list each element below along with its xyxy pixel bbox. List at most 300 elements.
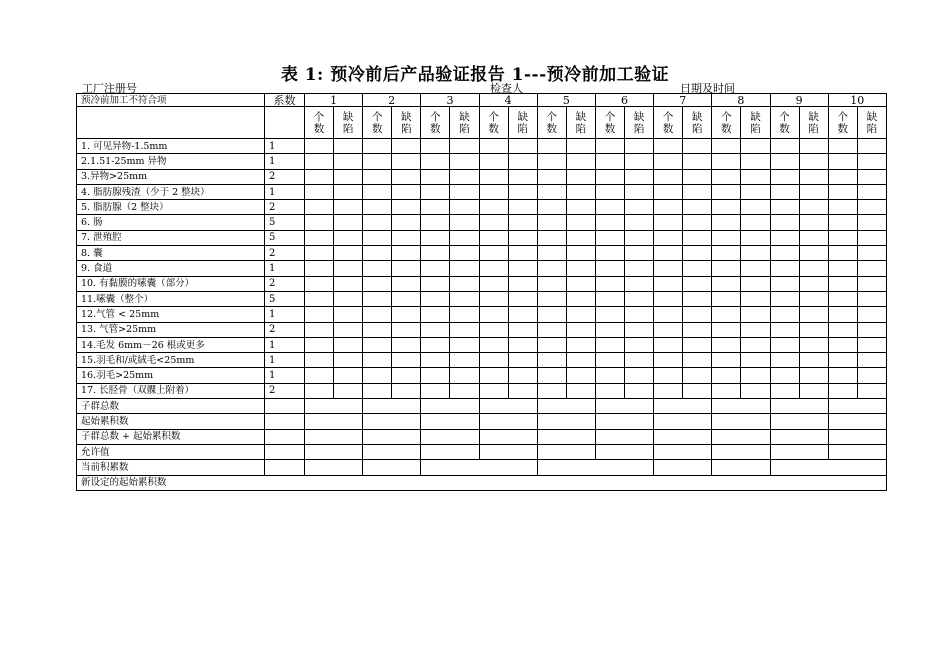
entry-cell	[508, 276, 537, 291]
entry-cell	[799, 368, 828, 383]
entry-cell	[683, 261, 712, 276]
entry-cell	[683, 169, 712, 184]
summary-cell	[828, 429, 886, 444]
coefficient-value: 1	[265, 337, 305, 352]
entry-cell	[741, 154, 770, 169]
entry-cell	[392, 322, 421, 337]
entry-cell	[625, 246, 654, 261]
entry-cell	[625, 291, 654, 306]
entry-cell	[363, 276, 392, 291]
defect-subheader	[566, 107, 595, 139]
entry-cell	[479, 307, 508, 322]
entry-cell	[392, 276, 421, 291]
entry-cell	[799, 139, 828, 154]
entry-cell	[421, 307, 450, 322]
entry-cell	[334, 291, 363, 306]
entry-cell	[363, 307, 392, 322]
defect-row	[77, 154, 887, 169]
entry-cell	[712, 139, 741, 154]
entry-cell	[857, 200, 886, 215]
entry-cell	[625, 276, 654, 291]
entry-cell	[334, 215, 363, 230]
entry-cell	[305, 337, 334, 352]
entry-cell	[799, 322, 828, 337]
entry-cell	[683, 307, 712, 322]
entry-cell	[654, 276, 683, 291]
entry-cell	[654, 154, 683, 169]
entry-cell	[595, 139, 624, 154]
entry-cell	[712, 307, 741, 322]
defect-label: 9. 食道	[77, 261, 265, 276]
entry-cell	[770, 154, 799, 169]
entry-cell	[741, 276, 770, 291]
coefficient-value: 5	[265, 230, 305, 245]
defect-label: 6. 肠	[77, 215, 265, 230]
defect-label: 17. 长胫骨（双髁上附着）	[77, 383, 265, 398]
entry-cell	[479, 322, 508, 337]
entry-cell	[654, 261, 683, 276]
entry-cell	[625, 184, 654, 199]
entry-cell	[566, 291, 595, 306]
entry-cell	[741, 337, 770, 352]
entry-cell	[625, 337, 654, 352]
count-subheader-text: 个数	[488, 110, 499, 135]
coefficient-value: 1	[265, 353, 305, 368]
summary-cell	[479, 429, 537, 444]
entry-cell	[799, 184, 828, 199]
entry-cell	[828, 169, 857, 184]
entry-cell	[392, 215, 421, 230]
defect-subheader	[508, 107, 537, 139]
entry-cell	[363, 368, 392, 383]
entry-cell	[625, 154, 654, 169]
entry-cell	[595, 353, 624, 368]
count-subheader	[479, 107, 508, 139]
summary-cell	[654, 414, 712, 429]
summary-cell	[828, 399, 886, 414]
entry-cell	[799, 154, 828, 169]
count-subheader	[654, 107, 683, 139]
summary-cell	[537, 444, 595, 459]
entry-cell	[799, 383, 828, 398]
summary-cell	[654, 460, 712, 475]
summary-cell	[479, 414, 537, 429]
entry-cell	[683, 368, 712, 383]
entry-cell	[334, 322, 363, 337]
entry-cell	[595, 230, 624, 245]
entry-cell	[508, 307, 537, 322]
entry-cell	[421, 139, 450, 154]
count-subheader	[421, 107, 450, 139]
entry-cell	[479, 368, 508, 383]
entry-cell	[421, 291, 450, 306]
entry-cell	[654, 200, 683, 215]
entry-cell	[770, 337, 799, 352]
entry-cell	[421, 353, 450, 368]
count-subheader	[828, 107, 857, 139]
summary-cell	[595, 444, 653, 459]
blank-cell	[265, 460, 305, 475]
summary-cell	[712, 414, 770, 429]
defect-row	[77, 230, 887, 245]
entry-cell	[625, 307, 654, 322]
entry-cell	[712, 337, 741, 352]
entry-cell	[828, 322, 857, 337]
entry-cell	[508, 291, 537, 306]
entry-cell	[712, 154, 741, 169]
entry-cell	[537, 200, 566, 215]
entry-cell	[450, 215, 479, 230]
entry-cell	[508, 368, 537, 383]
entry-cell	[421, 169, 450, 184]
summary-cell	[421, 460, 537, 475]
entry-cell	[857, 383, 886, 398]
defect-label: 15.羽毛和/或絨毛<25mm	[77, 353, 265, 368]
entry-cell	[857, 230, 886, 245]
entry-cell	[334, 368, 363, 383]
entry-cell	[479, 383, 508, 398]
defect-subheader-text: 缺陷	[692, 110, 703, 135]
header-row	[77, 94, 887, 107]
entry-cell	[654, 246, 683, 261]
entry-cell	[683, 230, 712, 245]
coefficient-value: 1	[265, 368, 305, 383]
defect-row	[77, 368, 887, 383]
entry-cell	[654, 383, 683, 398]
entry-cell	[595, 291, 624, 306]
summary-cell	[828, 414, 886, 429]
summary-row	[77, 414, 887, 429]
defect-label: 7. 泄殖腔	[77, 230, 265, 245]
defect-label: 1. 可见异物-1.5mm	[77, 139, 265, 154]
entry-cell	[508, 139, 537, 154]
summary-label: 新设定的起始累积数	[77, 475, 887, 490]
entry-cell	[508, 353, 537, 368]
entry-cell	[537, 307, 566, 322]
entry-cell	[683, 353, 712, 368]
summary-row	[77, 460, 887, 475]
entry-cell	[334, 200, 363, 215]
defect-row	[77, 246, 887, 261]
summary-cell	[712, 460, 770, 475]
entry-cell	[770, 184, 799, 199]
defect-subheader	[741, 107, 770, 139]
entry-cell	[305, 184, 334, 199]
entry-cell	[712, 261, 741, 276]
entry-cell	[770, 230, 799, 245]
entry-cell	[683, 154, 712, 169]
group-header: 10	[828, 94, 886, 107]
entry-cell	[741, 353, 770, 368]
entry-cell	[566, 139, 595, 154]
coefficient-value: 1	[265, 261, 305, 276]
entry-cell	[654, 215, 683, 230]
verification-table	[76, 93, 887, 491]
entry-cell	[537, 215, 566, 230]
summary-label: 子群总数	[77, 399, 265, 414]
count-subheader-text: 个数	[546, 110, 558, 135]
entry-cell	[654, 139, 683, 154]
entry-cell	[537, 230, 566, 245]
entry-cell	[479, 139, 508, 154]
entry-cell	[741, 322, 770, 337]
entry-cell	[334, 353, 363, 368]
summary-cell	[595, 399, 653, 414]
summary-label: 子群总数 + 起始累积数	[77, 429, 265, 444]
entry-cell	[566, 169, 595, 184]
entry-cell	[363, 246, 392, 261]
entry-cell	[566, 200, 595, 215]
defect-row	[77, 307, 887, 322]
entry-cell	[450, 383, 479, 398]
entry-cell	[363, 230, 392, 245]
coefficient-value: 1	[265, 154, 305, 169]
defect-row	[77, 139, 887, 154]
summary-cell	[654, 399, 712, 414]
entry-cell	[537, 322, 566, 337]
entry-cell	[595, 169, 624, 184]
entry-cell	[712, 215, 741, 230]
entry-cell	[566, 383, 595, 398]
blank-cell	[265, 399, 305, 414]
entry-cell	[770, 368, 799, 383]
summary-label: 当前积累数	[77, 460, 265, 475]
defect-row	[77, 322, 887, 337]
entry-cell	[770, 291, 799, 306]
summary-cell	[537, 429, 595, 444]
entry-cell	[857, 291, 886, 306]
entry-cell	[741, 215, 770, 230]
entry-cell	[712, 276, 741, 291]
summary-cell	[479, 399, 537, 414]
coefficient-value: 2	[265, 276, 305, 291]
entry-cell	[334, 276, 363, 291]
group-header: 3	[421, 94, 479, 107]
summary-cell	[770, 460, 886, 475]
entry-cell	[305, 139, 334, 154]
entry-cell	[857, 215, 886, 230]
summary-cell	[363, 414, 421, 429]
entry-cell	[566, 215, 595, 230]
entry-cell	[305, 368, 334, 383]
entry-cell	[857, 169, 886, 184]
entry-cell	[508, 169, 537, 184]
entry-cell	[508, 383, 537, 398]
defect-label: 5. 脂肪腺（2 整块）	[77, 200, 265, 215]
summary-cell	[363, 444, 421, 459]
entry-cell	[566, 307, 595, 322]
summary-cell	[595, 414, 653, 429]
entry-cell	[770, 383, 799, 398]
entry-cell	[799, 200, 828, 215]
entry-cell	[479, 246, 508, 261]
entry-cell	[508, 261, 537, 276]
entry-cell	[799, 230, 828, 245]
summary-cell	[828, 444, 886, 459]
group-header: 7	[654, 94, 712, 107]
entry-cell	[741, 368, 770, 383]
summary-cell	[363, 429, 421, 444]
summary-cell	[305, 399, 363, 414]
entry-cell	[595, 322, 624, 337]
group-header: 2	[363, 94, 421, 107]
entry-cell	[625, 169, 654, 184]
defect-subheader-text: 缺陷	[517, 110, 528, 135]
entry-cell	[392, 353, 421, 368]
item-column-header: 预冷前加工不符合项	[77, 94, 265, 107]
entry-cell	[857, 337, 886, 352]
group-header: 1	[305, 94, 363, 107]
defect-row	[77, 353, 887, 368]
entry-cell	[770, 276, 799, 291]
entry-cell	[566, 230, 595, 245]
coefficient-value: 1	[265, 184, 305, 199]
defect-label: 16.羽毛>25mm	[77, 368, 265, 383]
entry-cell	[537, 169, 566, 184]
entry-cell	[595, 307, 624, 322]
entry-cell	[741, 246, 770, 261]
entry-cell	[334, 154, 363, 169]
count-subheader	[595, 107, 624, 139]
entry-cell	[450, 261, 479, 276]
entry-cell	[479, 169, 508, 184]
entry-cell	[508, 246, 537, 261]
entry-cell	[712, 291, 741, 306]
entry-cell	[363, 215, 392, 230]
entry-cell	[654, 322, 683, 337]
defect-row	[77, 184, 887, 199]
blank-cell	[265, 444, 305, 459]
count-subheader-text: 个数	[371, 110, 383, 135]
entry-cell	[305, 200, 334, 215]
entry-cell	[334, 307, 363, 322]
entry-cell	[828, 261, 857, 276]
entry-cell	[654, 353, 683, 368]
entry-cell	[537, 139, 566, 154]
entry-cell	[654, 291, 683, 306]
entry-cell	[450, 154, 479, 169]
entry-cell	[450, 139, 479, 154]
group-header: 8	[712, 94, 770, 107]
coefficient-value: 1	[265, 307, 305, 322]
entry-cell	[857, 261, 886, 276]
entry-cell	[305, 322, 334, 337]
entry-cell	[828, 246, 857, 261]
defect-subheader-text: 缺陷	[750, 110, 761, 135]
entry-cell	[770, 169, 799, 184]
entry-cell	[305, 307, 334, 322]
coefficient-value: 2	[265, 246, 305, 261]
entry-cell	[566, 337, 595, 352]
defect-label: 8. 囊	[77, 246, 265, 261]
count-subheader-text: 个数	[721, 110, 732, 135]
entry-cell	[799, 291, 828, 306]
entry-cell	[625, 261, 654, 276]
defect-subheader	[683, 107, 712, 139]
entry-cell	[799, 353, 828, 368]
defect-row	[77, 261, 887, 276]
summary-label: 起始累积数	[77, 414, 265, 429]
entry-cell	[595, 261, 624, 276]
entry-cell	[595, 215, 624, 230]
summary-cell	[654, 444, 712, 459]
count-subheader-text: 个数	[662, 110, 674, 135]
entry-cell	[595, 368, 624, 383]
entry-cell	[363, 291, 392, 306]
entry-cell	[305, 154, 334, 169]
entry-cell	[566, 246, 595, 261]
entry-cell	[857, 307, 886, 322]
entry-cell	[363, 261, 392, 276]
entry-cell	[363, 200, 392, 215]
entry-cell	[305, 276, 334, 291]
entry-cell	[508, 200, 537, 215]
entry-cell	[770, 322, 799, 337]
entry-cell	[479, 184, 508, 199]
entry-cell	[363, 169, 392, 184]
entry-cell	[392, 291, 421, 306]
entry-cell	[683, 246, 712, 261]
summary-cell	[363, 460, 421, 475]
entry-cell	[508, 215, 537, 230]
entry-cell	[566, 154, 595, 169]
entry-cell	[508, 322, 537, 337]
entry-cell	[828, 353, 857, 368]
summary-cell	[479, 444, 537, 459]
inspector-label: 检查人	[490, 82, 523, 95]
entry-cell	[683, 276, 712, 291]
coefficient-value: 2	[265, 322, 305, 337]
entry-cell	[683, 184, 712, 199]
entry-cell	[625, 353, 654, 368]
entry-cell	[479, 276, 508, 291]
entry-cell	[828, 184, 857, 199]
entry-cell	[712, 368, 741, 383]
blank-cell	[265, 107, 305, 139]
blank-cell	[77, 107, 265, 139]
coefficient-column-header: 系数	[265, 94, 305, 107]
entry-cell	[363, 322, 392, 337]
entry-cell	[770, 215, 799, 230]
entry-cell	[421, 261, 450, 276]
entry-cell	[305, 246, 334, 261]
entry-cell	[334, 261, 363, 276]
coefficient-value: 2	[265, 169, 305, 184]
defect-subheader	[392, 107, 421, 139]
summary-cell	[363, 399, 421, 414]
entry-cell	[537, 154, 566, 169]
entry-cell	[799, 337, 828, 352]
entry-cell	[508, 230, 537, 245]
entry-cell	[450, 353, 479, 368]
entry-cell	[537, 337, 566, 352]
entry-cell	[595, 154, 624, 169]
defect-label: 11.嗉囊（整个）	[77, 291, 265, 306]
entry-cell	[566, 276, 595, 291]
report-title: 表 1: 预冷前后产品验证报告 1---预冷前加工验证	[280, 65, 670, 85]
entry-cell	[595, 246, 624, 261]
entry-cell	[625, 139, 654, 154]
entry-cell	[305, 353, 334, 368]
summary-cell	[537, 460, 653, 475]
defect-subheader-text: 缺陷	[342, 110, 354, 135]
summary-cell	[654, 429, 712, 444]
entry-cell	[654, 337, 683, 352]
entry-cell	[508, 337, 537, 352]
summary-cell	[770, 429, 828, 444]
defect-subheader-text: 缺陷	[866, 110, 878, 135]
entry-cell	[712, 383, 741, 398]
